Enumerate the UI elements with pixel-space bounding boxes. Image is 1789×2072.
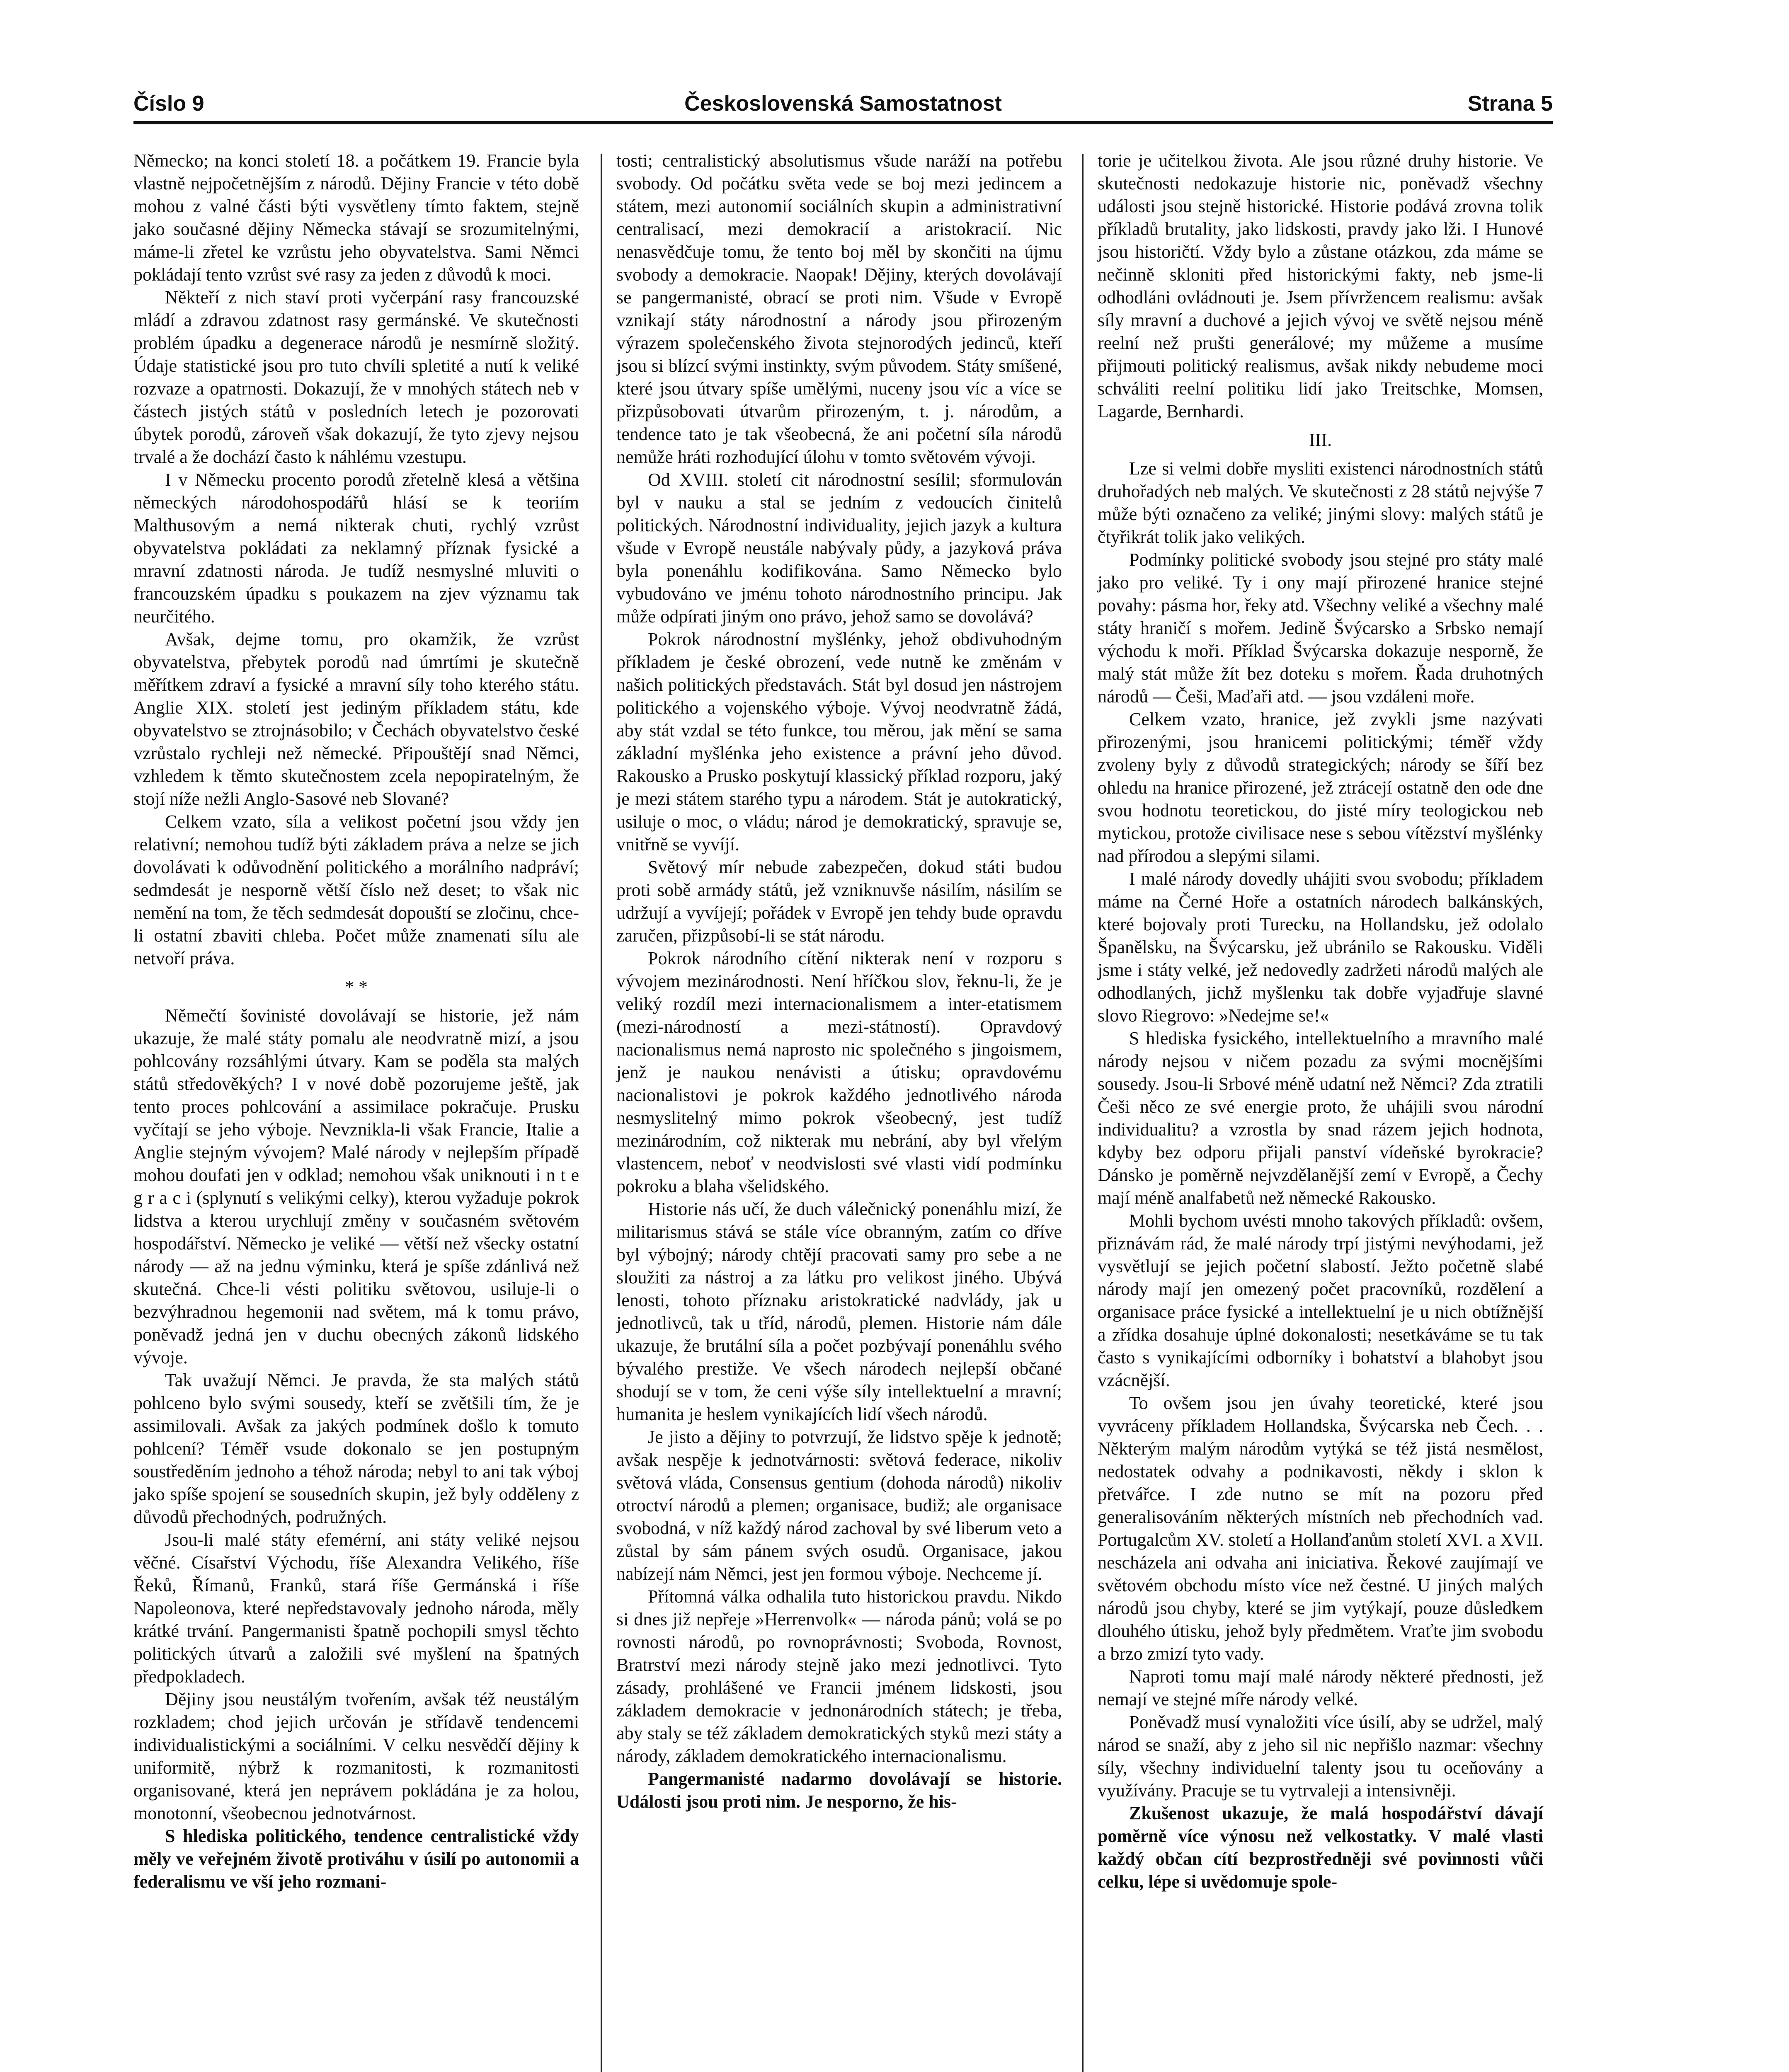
- paragraph: Pokrok národního cítění nikterak není v rozporu s vývojem mezinárodnosti. Není hříčkou slov, řeknu-li, že je veliký rozdíl mezi internacionalismem a inter-etatismem (mezi-národností a mezi-státností). Opravdový nacionalismus nemá naprosto nic společného s jingoismem, jenž je naukou nenávisti a útisku; opravdovému nacionalistovi je pokrok každého jednotlivého národa nesmyslitelný mimo pokrok všeobecný, jest tudíž mezinárodním, což nikterak mu nebrání, aby byl vřelým vlastencem, neboť v neodvislosti své vlasti vidí podmínku pokroku a blaha všelidského.: [616, 948, 1062, 1196]
- paragraph: Přítomná válka odhalila tuto historickou pravdu. Nikdo si dnes již nepřeje »Herrenvolk« — národa pánů; volá se po rovnosti národů, po rovnoprávnosti; Svoboda, Rovnost, Bratrství mezi národy stejně jako mezi jednotlivci. Tyto zásady, prohlášené ve Francii jménem lidskosti, jsou základem demokracie v jednonárodních státech; je třeba, aby staly se též základem demokratických styků mezi státy a národy, základem demokratického internacionalismu.: [616, 1586, 1062, 1766]
- article-column-2: [616, 149, 1062, 1813]
- paragraph: torie je učitelkou života. Ale jsou různé druhy historie. Ve skutečnosti nedokazuje historie nic, poněvadž všechny události jsou stejně historické. Historie podává zrovna tolik příkladů brutality, jako lidskosti, pravdy jako lži. I Hunové jsou historičtí. Vždy bylo a zůstane otázkou, zda máme se nečinně skloniti před historickými fakty, neb jsme-li odhodláni ovládnouti je. Jsem přívržencem realismu: avšak síly mravní a duchové a jejich vývoj ve světě nejsou méně reelní než prušti generálové; my můžeme a musíme přijmouti politický realismus, avšak nikdy nebudeme moci schváliti reelní politiku lidí jako Treitschke, Momsen, Lagarde, Bernhardi.: [1098, 150, 1543, 421]
- paragraph: Celkem vzato, síla a velikost početní jsou vždy jen relativní; nemohou tudíž býti základem práva a nelze se jich dovolávati k odůvodnění politického a morálního nadpráví; sedmdesát je nesporně větší číslo než deset; to však nic nemění na tom, že těch sedmdesát dopouští se zločinu, chce-li ostatní zbaviti chleba. Počet může znamenati sílu ale netvoří práva.: [133, 811, 579, 968]
- paragraph: Jsou-li malé státy efemérní, ani státy veliké nejsou věčné. Císařství Východu, říše Alexandra Velikého, říše Řeků, Římanů, Franků, stará říše Germánská i říše Napoleonova, které nepředstavovaly jednoho národa, měly krátké trvání. Pangermanisti špatně pochopili smysl těchto politických útvarů a založili své myšlení na špatných předpokladech.: [133, 1530, 579, 1687]
- paragraph: I v Německu procento porodů zřetelně klesá a většina německých národohospodářů hlásí se k teoriím Malthusovým a nemá nikterak chuti, rychlý vzrůst obyvatelstva pokládati za neklamný příznak fysické a mravní zdatnosti národa. Je tudíž nesmyslné mluviti o francouzském úpadku s poukazem na zjev významu tak neurčitého.: [133, 470, 579, 627]
- paragraph: Celkem vzato, hranice, jež zvykli jsme nazývati přirozenými, jsou hranicemi politickými; téměř vždy zvoleny byly z důvodů strategických; národy se šíří bez ohledu na hranice přirozené, jež ztrácejí ostatně den ode dne svou hodnotu teoretickou, do jisté míry teologickou neb mytickou, protože civilisace nese s sebou vítězství myšlénky nad přírodou a slepými silami.: [1098, 709, 1543, 866]
- paragraph: Zkušenost ukazuje, že malá hospodářství dávají poměrně více výnosu než velkostatky. V malé vlasti každý občan cítí bezprostředněji své povinnosti vůči celku, lépe si uvědomuje spole-: [1098, 1803, 1543, 1892]
- paragraph: I malé národy dovedly uhájiti svou svobodu; příkladem máme na Černé Hoře a ostatních národech balkánských, které bojovaly proti Turecku, na Hollandsku, jež odolalo Španělsku, na Švýcarsku, jež ubránilo se Rakousku. Viděli jsme i státy velké, jež nedovedly zadržeti národů malých ale odhodlaných, jichž myšlenku tak dobře vyjadřuje slavné slovo Riegrovo: »Nedejme se!«: [1098, 869, 1543, 1026]
- paragraph: Poněvadž musí vynaložiti více úsilí, aby se udržel, malý národ se snaží, aby z jeho sil nic nepřišlo nazmar: všechny síly, všechny individuelní talenty jsou tu oceňovány a využívány. Pracuje se tu vytrvaleji a intensivněji.: [1098, 1712, 1543, 1801]
- paragraph: Světový mír nebude zabezpečen, dokud státi budou proti sobě armády států, jež vzniknuvše násilím, násilím se udržují a vyvíjejí; pořádek v Evropě jen tehdy bude opravdu zaručen, přizpůsobí-li se stát národu.: [616, 857, 1062, 946]
- paragraph: tosti; centralistický absolutismus všude naráží na potřebu svobody. Od počátku světa vede se boj mezi jedincem a státem, mezi autonomií sociálních skupin a administrativní centralisací, mezi demokracií a aristokracií. Nic nenasvědčuje tomu, že tento boj měl by skončiti na újmu svobody a demokracie. Naopak! Dějiny, kterých dovolávají se pangermanisté, obrací se proti nim. Všude v Evropě vznikají státy národnostní a národy jsou přirozeným výrazem společenského života stejnorodých jedinců, kteří jsou si blízcí svými instinkty, svým původem. Státy smíšené, které jsou útvary spíše umělými, nuceny jsou víc a více se přizpůsobovati útvarům přirozeným, t. j. národům, a tendence tato je tak všeobecná, že ani početní síla národů nemůže hráti rozhodující úlohu v tomto světovém vývoji.: [616, 150, 1062, 467]
- paragraph: Pangermanisté nadarmo dovolávají se historie. Události jsou proti nim. Je nesporno, že his-: [616, 1769, 1062, 1812]
- section-separator: * *: [345, 977, 368, 997]
- issue-number: Číslo 9: [133, 92, 204, 116]
- paragraph: To ovšem jsou jen úvahy teoretické, které jsou vyvráceny příkladem Hollandska, Švýcarska neb Čech. . . Některým malým národům vytýká se též jistá nesmělost, nedostatek odvahy a podnikavosti, někdy i sklon k přetvářce. I zde nutno se mít na pozoru před generalisováním některých místních neb přechodních vad. Portugalcům XV. století a Hollanďanům století XVI. a XVII. nescházela ani odvaha ani iniciativa. Řekové zaujímají ve světovém obchodu místo více než čestné. U jiných malých národů jsou chyby, které se jim vytýkají, pouze důsledkem dlouhého útisku, jehož byly předmětem. Vraťte jim svobodu a brzo zmizí tyto vady.: [1098, 1393, 1543, 1664]
- paragraph: Německo; na konci století 18. a počátkem 19. Francie byla vlastně nejpočetnějším z národů. Dějiny Francie v této době mohou z valné části býti vysvětleny tímto faktem, stejně jako současné dějiny Německa stávají se srozumitelnými, máme-li zřetel ke vzrůstu jeho obyvatelstva. Sami Němci pokládají tento vzrůst své rasy za jeden z důvodů k moci.: [133, 150, 579, 285]
- paragraph: Je jisto a dějiny to potvrzují, že lidstvo spěje k jednotě; avšak nespěje k jednotvárnosti: světová federace, nikoliv světová vláda, Consensus gentium (dohoda národů) nikoliv otroctví národů a plemen; organisace, budiž; ale organisace svobodná, v níž každý národ zachoval by své liberum veto a zůstal by sám pánem svých osudů. Organisace, jakou nabízejí nám Němci, jest jen formou výboje. Nechceme jí.: [616, 1427, 1062, 1584]
- column-divider-2: [1082, 154, 1084, 2072]
- paragraph: S hlediska fysického, intellektuelního a mravního malé národy nejsou v ničem pozadu za svými mocnějšími sousedy. Jsou-li Srbové méně udatní než Němci? Zda ztratili Češi něco ze své energie proto, že uhájili svou národní individualitu? a vzrostla by snad rázem jejich hodnota, kdyby bez odporu přijali panství vídeňské byrokracie? Dánsko je poměrně nejvzdělanější zemí v Evropě, a Čechy mají méně analfabetů než německé Rakousko.: [1098, 1028, 1543, 1208]
- section-numeral: III.: [1309, 430, 1332, 450]
- header-rule: [133, 121, 1553, 124]
- paragraph: Někteří z nich staví proti vyčerpání rasy francouzské mládí a zdravou zdatnost rasy germánské. Ve skutečnosti problém úpadku a degenerace národů je nesmírně složitý. Údaje statistické jsou pro tuto chvíli spletité a nutí k veliké rozvaze a opatrnosti. Dokazují, že v mnohých státech neb v částech jistých států v posledních letech je pozorovati úbytek porodů, zároveň však dokazují, že tyto zjevy nejsou trvalé a že dochází často k náhlému vzestupu.: [133, 287, 579, 467]
- article-column-3: [1098, 149, 1543, 1893]
- article-column-1: [133, 149, 579, 1893]
- paragraph: Naproti tomu mají malé národy některé přednosti, jež nemají ve stejné míře národy velké.: [1098, 1666, 1543, 1709]
- page-header: [133, 91, 1553, 120]
- publication-title: Československá Samostatnost: [684, 92, 1002, 116]
- paragraph: Historie nás učí, že duch válečnický ponenáhlu mizí, že militarismus stává se stále více obranným, zatím co dříve byl výbojný; národy chtějí pracovati samy pro sebe a ne sloužiti za nástroj a za látku pro velikost jiného. Ubývá lenosti, tohoto příznaku aristokratické nadvlády, jak u jednotlivců, tak u tříd, národů, plemen. Historie nám dále ukazuje, že brutální síla a počet pozbývají ponenáhlu svého bývalého prestiže. Ve všech národech nejlepší občané shodují se v tom, že ceni výše síly intellektuelní a mravní; humanita je heslem vynikajících lidí všech národů.: [616, 1199, 1062, 1424]
- paragraph: Podmínky politické svobody jsou stejné pro státy malé jako pro veliké. Ty i ony mají přirozené hranice stejné povahy: pásma hor, řeky atd. Všechny veliké a všechny malé státy hraničí s mořem. Jedině Švýcarsko a Srbsko nemají východu k moři. Příklad Švýcarska dokazuje nesporně, že malý stát může žít bez doteku s mořem. Řada druhotných národů — Češi, Maďaři atd. — jsou vzdáleni moře.: [1098, 549, 1543, 707]
- paragraph: Od XVIII. století cit národnostní sesílil; sformulován byl v nauku a stal se jedním z vedoucích činitelů politických. Národnostní individuality, jejich jazyk a kultura všude v Evropě neustále nabývaly půdy, a jazyková práva byla ponenáhlu kodifikována. Samo Německo bylo vybudováno ve jménu tohoto národnostního principu. Jak může odpírati jiným ono právo, jehož samo se dovolává?: [616, 470, 1062, 627]
- paragraph: Pokrok národnostní myšlénky, jehož obdivuhodným příkladem je české obrození, vede nutně ke změnám v našich politických představách. Stát byl dosud jen nástrojem politického a vojenského výboje. Vývoj neodvratně žádá, aby stát vzdal se této funkce, tou měrou, jak mění se sama základní myšlénka jeho existence a právní jeho důvod. Rakousko a Prusko poskytují klassický příklad rozporu, jaký je mezi státem starého typu a národem. Stát je autokratický, usiluje o moc, o vládu; národ je demokratický, spravuje se, vnitřně se vyvíjí.: [616, 629, 1062, 854]
- paragraph: Mohli bychom uvésti mnoho takových příkladů: ovšem, přiznávám rád, že malé národy trpí jistými nevýhodami, jež vysvětlují se jejich početní slabostí. Ježto početně slabé národy mají jen omezený počet pracovníků, rozdělení a organisace práce fysické a intellektuelní je u nich obtížnější a zřídka dosahuje úplné dokonalosti; nesetkáváme se tu tak často s vynikajícími odborníky i bohatství a blahobyt jsou vzácnější.: [1098, 1210, 1543, 1390]
- paragraph: Tak uvažují Němci. Je pravda, že sta malých států pohlceno bylo svými sousedy, kteří se zvětšili tím, že je assimilovali. Avšak za jakých podmínek došlo k tomuto pohlcení? Téměř vsude dokonalo se jen postupným soustředěním jednoho a téhož národa; nebyl to ani tak výboj jako spíše spojení se sousedních skupin, jež byly odděleny z důvodů přechodných, podružných.: [133, 1370, 579, 1527]
- paragraph: S hlediska politického, tendence centralistické vždy měly ve veřejném životě protiváhu v úsilí po autonomii a federalismu ve vší jeho rozmani-: [133, 1826, 579, 1892]
- paragraph: Němečtí šovinisté dovolávají se historie, jež nám ukazuje, že malé státy pomalu ale neodvratně mizí, a jsou pohlcovány rozsáhlými útvary. Kam se poděla sta malých států středověkých? I v nové době pozorujeme ještě, jak tento proces pohlcování a assimilace pokračuje. Prusku vyčítají se jeho výboje. Nevznikla-li však Francie, Italie a Anglie stejným vývojem? Malé národy v nejlepším případě mohou doufati jen v odklad; nemohou však uniknouti i n t e g r a c i (splynutí s velikými celky), kterou vyžaduje pokrok lidstva a kterou urychlují změny v současném světovém hospodářství. Německo je veliké — větší než všecky ostatní národy — až na jednu výminku, která je spíše zdánlivá než skutečná. Chce-li vésti politiku světovou, usiluje-li o bezvýhradnou hegemonii nad světem, má k tomu právo, poněvadž jedná jen v duchu obecných zákonů lidského vývoje.: [133, 1005, 579, 1368]
- paragraph: Lze si velmi dobře mysliti existenci národnostních států druhořadých neb malých. Ve skutečnosti z 28 států nejvýše 7 může býti označeno za veliké; jinými slovy: malých států je čtyřikrát tolik jako velikých.: [1098, 458, 1543, 547]
- column-divider-1: [601, 154, 602, 2072]
- paragraph: Dějiny jsou neustálým tvořením, avšak též neustálým rozkladem; chod jejich určován je střídavě tendencemi individualistickými a sociálními. V celku nesvědčí dějiny k uniformitě, nýbrž k rozmanitosti, k rozmanitosti organisované, která jen neprávem pokládána je za holou, monotonní, všeobecnou jednotvárnost.: [133, 1689, 579, 1823]
- page-number: Strana 5: [1467, 92, 1553, 116]
- paragraph: Avšak, dejme tomu, pro okamžik, že vzrůst obyvatelstva, přebytek porodů nad úmrtími je skutečně měřítkem zdraví a fysické a mravní síly toho kterého státu. Anglie XIX. století jest jediným příkladem státu, kde obyvatelstvo se ztrojnásobilo; v Čechách obyvatelstvo české vzrůstalo rychleji než německé. Připouštějí snad Němci, vzhledem k těmto skutečnostem zcela nepopiratelným, že stojí níže nežli Anglo-Sasové neb Slované?: [133, 629, 579, 809]
